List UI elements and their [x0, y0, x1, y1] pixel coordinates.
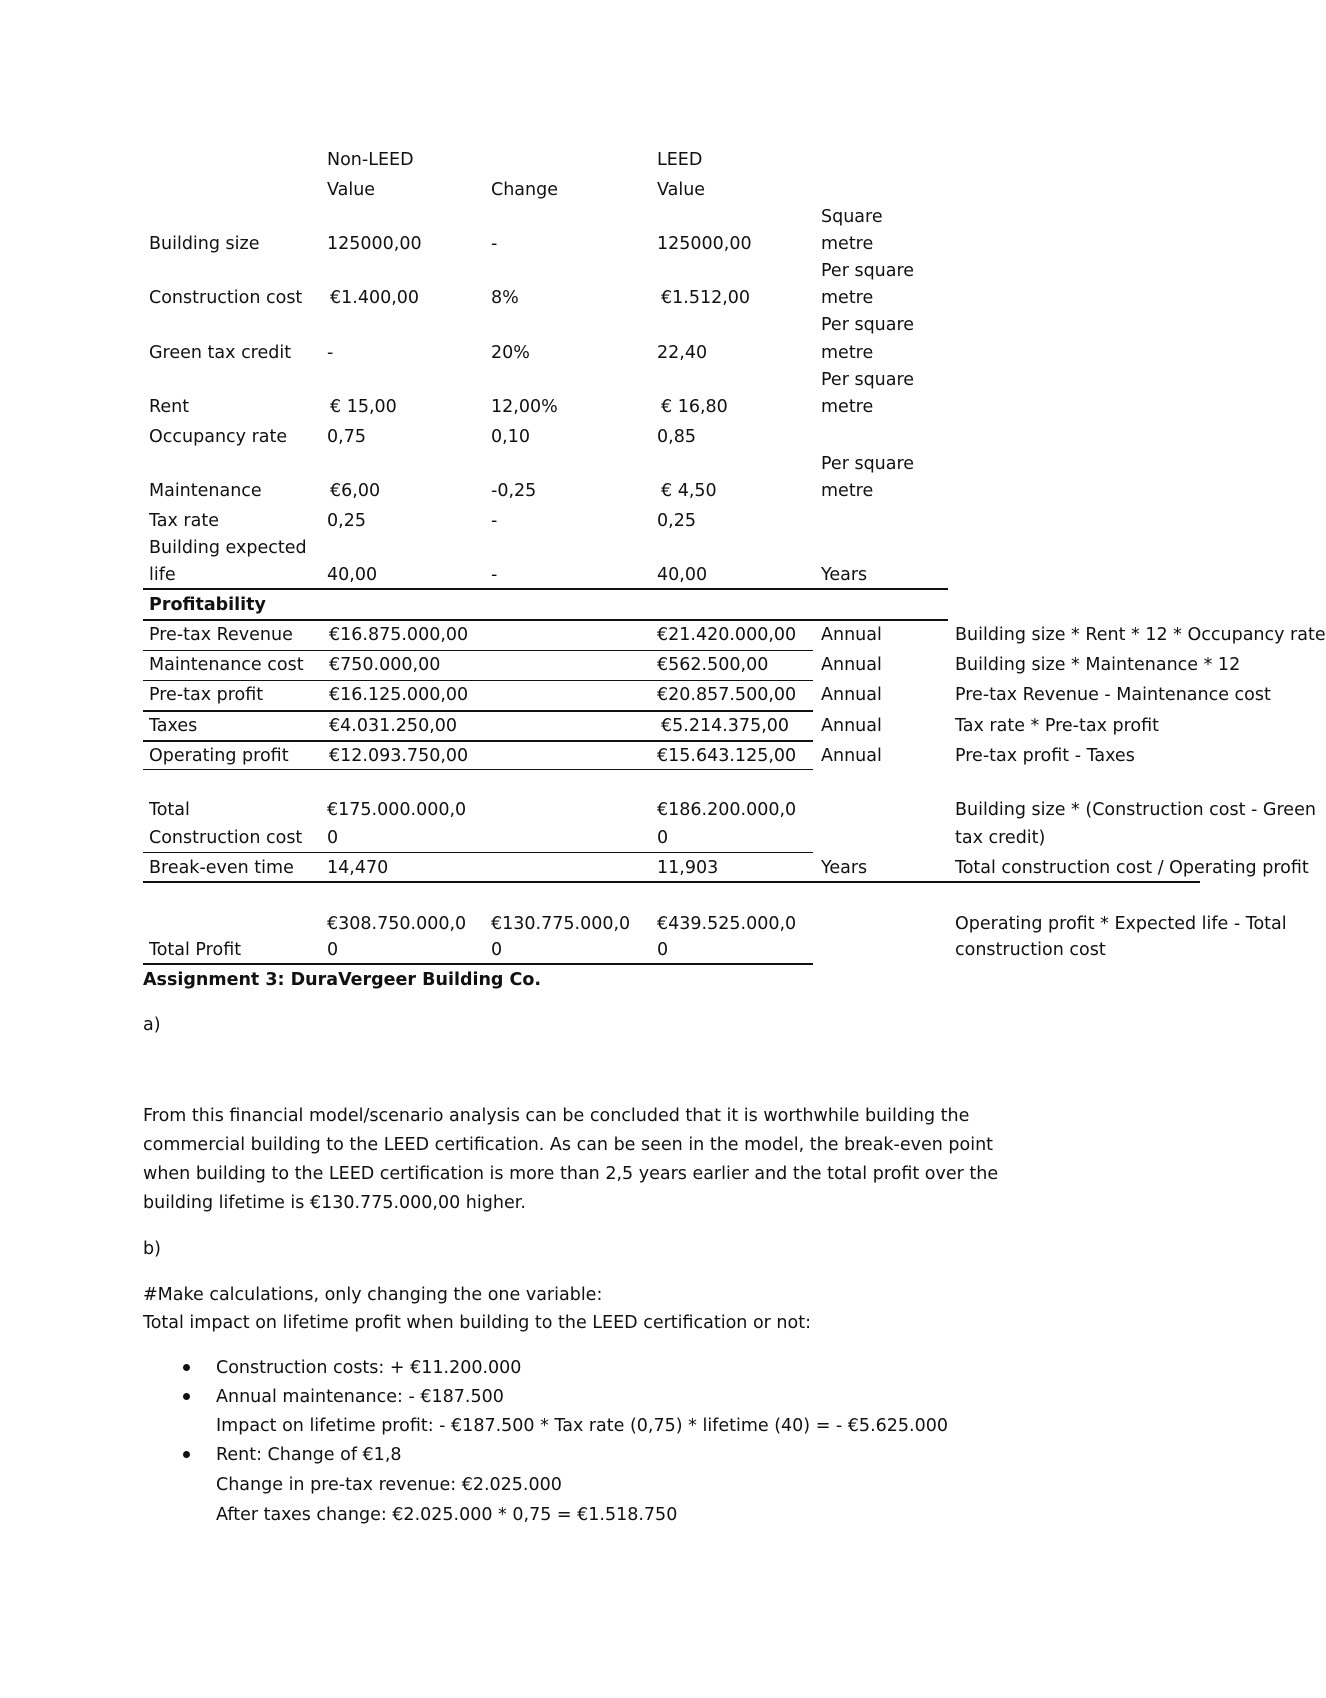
- nonleed-value: 0: [327, 940, 339, 960]
- unit-text: metre: [821, 397, 874, 417]
- leed-value: €439.525.000,0: [657, 914, 797, 934]
- formula-text: Pre-tax Revenue - Maintenance cost: [955, 685, 1271, 705]
- unit-text: Annual: [821, 746, 882, 766]
- leed-value: €21.420.000,00: [657, 625, 797, 645]
- unit-text: Square: [821, 207, 883, 227]
- table-rule: [143, 619, 948, 621]
- unit-text: Years: [821, 565, 868, 585]
- nonleed-value: 0: [327, 828, 339, 848]
- profitability-heading: Profitability: [149, 595, 266, 615]
- leed-value: €15.643.125,00: [657, 746, 797, 766]
- leed-value: 40,00: [657, 565, 708, 585]
- calc-note: #Make calculations, only changing the one variable:: [143, 1285, 603, 1305]
- leed-value: € 4,50: [661, 481, 717, 501]
- leed-value: €186.200.000,0: [657, 800, 797, 820]
- formula-text: Tax rate * Pre-tax profit: [955, 716, 1160, 736]
- formula-text: Total construction cost / Operating profit: [955, 858, 1309, 878]
- bullet-text: Rent: Change of €1,8: [216, 1445, 402, 1465]
- nonleed-value: €750.000,00: [329, 655, 441, 675]
- row-label: Maintenance: [149, 481, 262, 501]
- row-label: Break-even time: [149, 858, 294, 878]
- unit-text: Per square: [821, 454, 915, 474]
- leed-value: €20.857.500,00: [657, 685, 797, 705]
- row-label: Pre-tax profit: [149, 685, 264, 705]
- row-label: Construction cost: [149, 288, 303, 308]
- bullet-text: Construction costs: + €11.200.000: [216, 1358, 522, 1378]
- leed-value: € 16,80: [661, 397, 728, 417]
- row-label: Total Profit: [149, 940, 242, 960]
- unit-text: Per square: [821, 315, 915, 335]
- row-label: Building size: [149, 234, 260, 254]
- nonleed-value: 0,25: [327, 511, 366, 531]
- unit-text: metre: [821, 343, 874, 363]
- row-label: Pre-tax Revenue: [149, 625, 293, 645]
- table-rule: [143, 710, 813, 712]
- row-label: Taxes: [149, 716, 198, 736]
- nonleed-value: €12.093.750,00: [329, 746, 469, 766]
- leed-value: €562.500,00: [657, 655, 769, 675]
- part-a-label: a): [143, 1015, 161, 1035]
- table-rule: [143, 852, 813, 853]
- unit-text: metre: [821, 234, 874, 254]
- change-value: -0,25: [491, 481, 537, 501]
- unit-text: Annual: [821, 655, 882, 675]
- header-nonleed: Non-LEED: [327, 150, 414, 170]
- change-value: €130.775.000,0: [491, 914, 631, 934]
- leed-value: 125000,00: [657, 234, 752, 254]
- nonleed-value: 125000,00: [327, 234, 422, 254]
- bullet-dot: [183, 1451, 190, 1458]
- bullet-dot: [183, 1393, 190, 1400]
- change-value: 20%: [491, 343, 530, 363]
- header-nonleed-value: Value: [327, 180, 376, 200]
- formula-text: Building size * Rent * 12 * Occupancy rate: [955, 625, 1326, 645]
- row-label: Rent: [149, 397, 190, 417]
- formula-text: construction cost: [955, 940, 1106, 960]
- nonleed-value: 40,00: [327, 565, 378, 585]
- bullet-text: After taxes change: €2.025.000 * 0,75 = €1.518.750: [216, 1505, 678, 1525]
- unit-text: Annual: [821, 625, 882, 645]
- leed-value: €1.512,00: [661, 288, 751, 308]
- row-label: Operating profit: [149, 746, 289, 766]
- change-value: 12,00%: [491, 397, 558, 417]
- assignment-title: Assignment 3: DuraVergeer Building Co.: [143, 970, 542, 990]
- table-rule: [143, 881, 1200, 883]
- nonleed-value: €1.400,00: [330, 288, 420, 308]
- leed-value: 0: [657, 828, 669, 848]
- nonleed-value: €16.875.000,00: [329, 625, 469, 645]
- table-rule: [143, 963, 813, 965]
- unit-text: Annual: [821, 716, 882, 736]
- formula-text: Operating profit * Expected life - Total: [955, 914, 1287, 934]
- leed-value: 22,40: [657, 343, 708, 363]
- unit-text: metre: [821, 288, 874, 308]
- unit-text: Annual: [821, 685, 882, 705]
- formula-text: tax credit): [955, 828, 1046, 848]
- row-label: Tax rate: [149, 511, 219, 531]
- header-leed-value: Value: [657, 180, 706, 200]
- leed-value: 0,25: [657, 511, 696, 531]
- nonleed-value: 0,75: [327, 427, 366, 447]
- change-value: 0: [491, 940, 503, 960]
- impact-intro: Total impact on lifetime profit when building to the LEED certification or not:: [143, 1313, 811, 1333]
- leed-value: 11,903: [657, 858, 719, 878]
- change-value: 8%: [491, 288, 519, 308]
- change-value: -: [491, 511, 498, 531]
- row-label: Green tax credit: [149, 343, 292, 363]
- part-b-label: b): [143, 1239, 161, 1259]
- unit-text: Years: [821, 858, 868, 878]
- bullet-text: Annual maintenance: - €187.500: [216, 1387, 504, 1407]
- table-rule: [143, 740, 813, 742]
- change-value: -: [491, 565, 498, 585]
- formula-text: Building size * Maintenance * 12: [955, 655, 1241, 675]
- nonleed-value: €175.000.000,0: [327, 800, 467, 820]
- nonleed-value: €6,00: [330, 481, 381, 501]
- header-change: Change: [491, 180, 559, 200]
- leed-value: €5.214.375,00: [661, 716, 790, 736]
- row-label: Building expected: [149, 538, 307, 558]
- row-label: life: [149, 565, 176, 585]
- unit-text: metre: [821, 481, 874, 501]
- table-rule: [143, 769, 813, 770]
- unit-text: Per square: [821, 261, 915, 281]
- table-rule: [143, 588, 948, 590]
- nonleed-value: 14,470: [327, 858, 389, 878]
- nonleed-value: -: [327, 343, 334, 363]
- nonleed-value: € 15,00: [330, 397, 397, 417]
- nonleed-value: €308.750.000,0: [327, 914, 467, 934]
- formula-text: Building size * (Construction cost - Green: [955, 800, 1316, 820]
- nonleed-value: €4.031.250,00: [329, 716, 458, 736]
- leed-value: 0: [657, 940, 669, 960]
- row-label: Occupancy rate: [149, 427, 288, 447]
- change-value: -: [491, 234, 498, 254]
- bullet-text: Change in pre-tax revenue: €2.025.000: [216, 1475, 562, 1495]
- row-label: Maintenance cost: [149, 655, 304, 675]
- formula-text: Pre-tax profit - Taxes: [955, 746, 1135, 766]
- change-value: 0,10: [491, 427, 530, 447]
- row-label: Total: [149, 800, 190, 820]
- nonleed-value: €16.125.000,00: [329, 685, 469, 705]
- bullet-text: Impact on lifetime profit: - €187.500 * Tax rate (0,75) * lifetime (40) = - €5.625.000: [216, 1416, 949, 1436]
- leed-value: 0,85: [657, 427, 696, 447]
- paragraph-a: From this financial model/scenario analysis can be concluded that it is worthwhile building the commercial building to the LEED certification. As can be seen in the model, the break-even point when building to the LEED certification is more than 2,5 years earlier and the total profit over the building lifetime is €130.775.000,00 higher.: [143, 1106, 999, 1213]
- unit-text: Per square: [821, 370, 915, 390]
- bullet-dot: [183, 1364, 190, 1371]
- row-label: Construction cost: [149, 828, 303, 848]
- header-leed: LEED: [657, 150, 703, 170]
